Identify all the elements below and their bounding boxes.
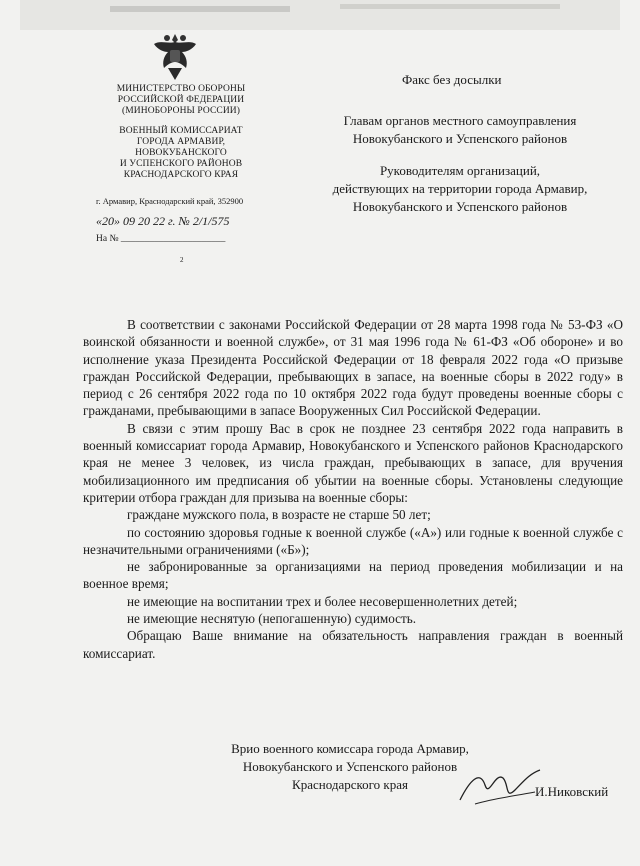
body-paragraph: В соответствии с законами Российской Федерации от 28 марта 1998 года № 53-ФЗ «О воинской обязанности и военной службе», от 31 мая 1996 года № 61-ФЗ «Об обороне» и во исполнение указа Президента Российской Федерации от 18 февраля 2022 года «О призыве граждан Российской Федерации, пребывающих в запасе, на военные сборы в 2022 году» в период с 26 сентября 2022 года по 10 октября 2022 года будут проведены военные сборы с гражданами, пребывающими в запасе Вооруженных Сил Российской Федерации. xyxy=(83,317,623,419)
addressee-line: Новокубанского и Успенского районов xyxy=(352,131,568,146)
signatory-name: И.Никовский xyxy=(535,784,609,799)
page-number: 2 xyxy=(180,256,184,264)
addressee-line: Новокубанского и Успенского районов xyxy=(352,199,568,214)
sender-line: (МИНОБОРОНЫ РОССИИ) xyxy=(121,106,241,116)
scan-bleed-through xyxy=(20,0,620,30)
addressee-block xyxy=(300,162,620,216)
addressee-line: действующих на территории города Армавир, xyxy=(332,181,588,196)
body-paragraph: В связи с этим прошу Вас в срок не позднее 23 сентября 2022 года направить в военный комиссариат города Армавир, Новокубанского и Успенского районов Краснодарского края не менее 3 человек, из числа граждан, пребывающих в запасе, для вручения мобилизационного им предписания об убытии на военные сборы. Установлены следующие критерии отбора граждан для призыва на военные сборы: xyxy=(83,420,623,505)
signatory-line: Краснодарского края xyxy=(292,777,408,792)
addressee-line: Руководителям организаций, xyxy=(379,163,541,178)
signatory-line: Врио военного комиссара города Армавир, xyxy=(231,741,469,756)
registration-date-number: «20» 09 20 22 г. № 2/1/575 xyxy=(96,214,230,228)
criteria-item: граждане мужского пола, в возрасте не старше 50 лет; xyxy=(127,507,431,523)
addressee-block xyxy=(300,112,620,148)
sender-block xyxy=(96,84,266,181)
sender-line: МИНИСТЕРСТВО ОБОРОНЫ xyxy=(116,84,246,94)
criteria-item: не имеющие на воспитании трех и более несовершеннолетних детей; xyxy=(127,593,518,609)
sender-line: И УСПЕНСКОГО РАЙОНОВ xyxy=(119,159,243,169)
sender-line: ВОЕННЫЙ КОМИССАРИАТ xyxy=(119,126,243,136)
sender-line: РОССИЙСКОЙ ФЕДЕРАЦИИ xyxy=(117,95,245,105)
handwritten-signature xyxy=(455,760,545,810)
sender-line: НОВОКУБАНСКОГО xyxy=(135,148,227,158)
sender-line: КРАСНОДАРСКОГО КРАЯ xyxy=(123,170,239,180)
double-headed-eagle-emblem xyxy=(150,30,200,82)
criteria-item: не забронированные за организациями на период проведения мобилизации и на военное время; xyxy=(83,559,623,592)
letter-body xyxy=(83,316,623,662)
fax-note: Факс без досылки xyxy=(402,72,502,87)
reply-reference: На № ______________________ xyxy=(96,234,226,244)
criteria-item: не имеющие неснятую (непогашенную) судимость. xyxy=(127,611,417,627)
body-paragraph: Обращаю Ваше внимание на обязательность направления граждан в военный комиссариат. xyxy=(83,628,623,661)
criteria-item: по состоянию здоровья годные к военной службе («А») или годные к военной службе с незначительными ограничениями («Б»); xyxy=(83,524,623,557)
sender-address: г. Армавир, Краснодарский край, 352900 xyxy=(96,196,244,206)
sender-line: ГОРОДА АРМАВИР, xyxy=(136,137,226,147)
signatory-line: Новокубанского и Успенского районов xyxy=(242,759,458,774)
addressee-line: Главам органов местного самоуправления xyxy=(343,113,577,128)
